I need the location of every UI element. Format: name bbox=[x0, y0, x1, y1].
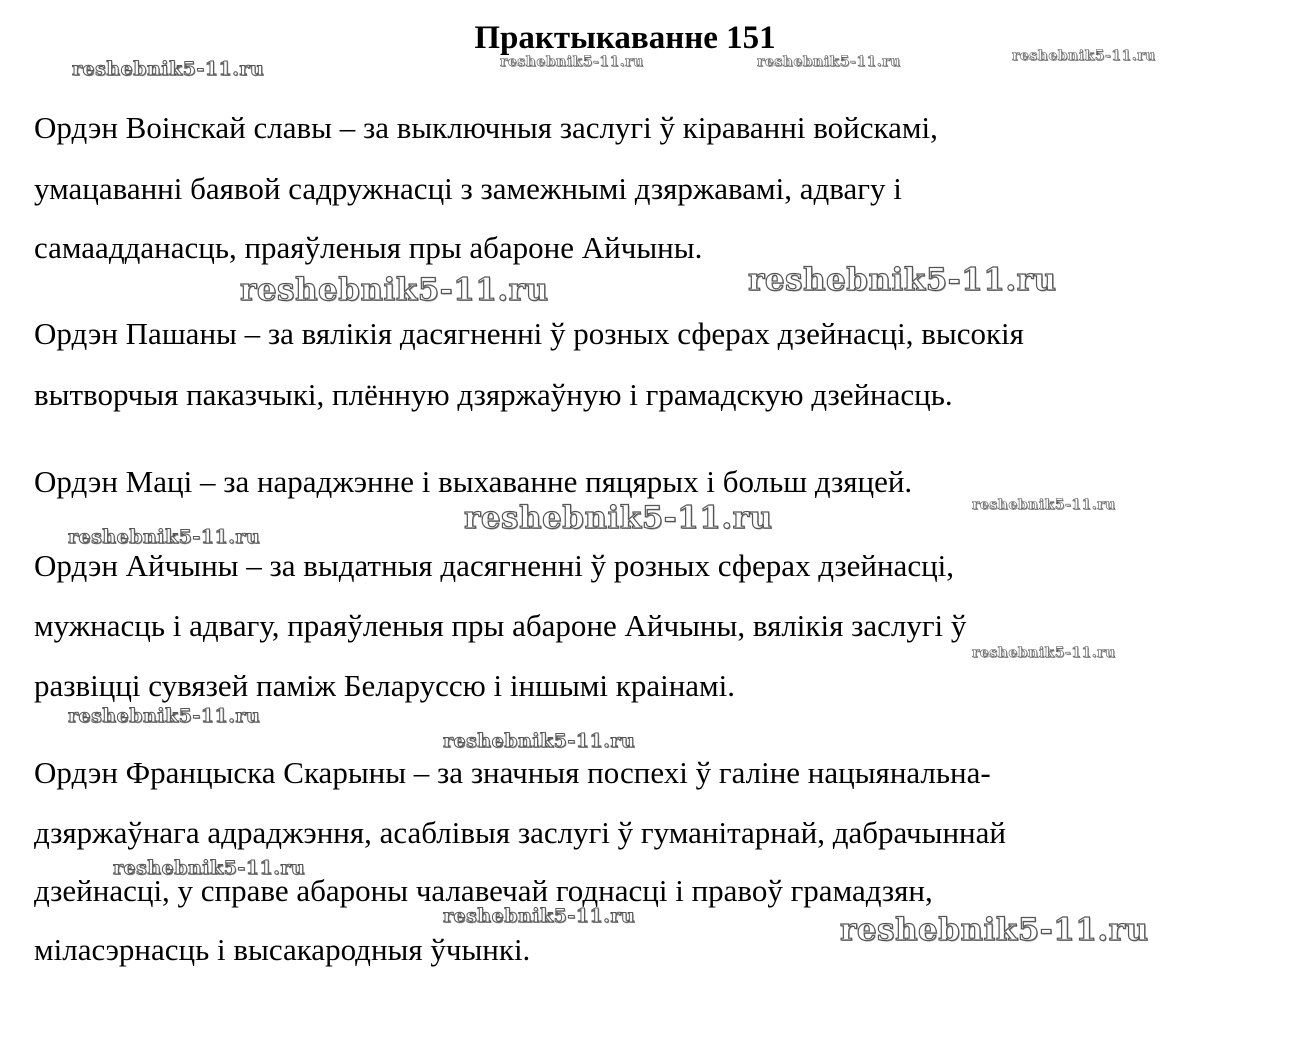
watermark: reshebnik5-11.ru bbox=[72, 58, 265, 80]
paragraph-1-line-3: самаадданасць, праяўленыя пры абароне Айчыны. bbox=[34, 230, 703, 265]
watermark: reshebnik5-11.ru bbox=[113, 857, 306, 879]
page-title: Практыкаванне 151 bbox=[474, 20, 776, 56]
paragraph-4-line-2: мужнасць і адвагу, праяўленыя пры абароне Айчыны, вялікія заслугі ў bbox=[34, 608, 967, 643]
watermark: reshebnik5-11.ru bbox=[972, 497, 1116, 513]
watermark: reshebnik5-11.ru bbox=[840, 912, 1149, 948]
watermark: reshebnik5-11.ru bbox=[68, 705, 261, 727]
paragraph-2-line-1: Ордэн Пашаны – за вялікія дасягненні ў розных сферах дзейнасці, высокія bbox=[34, 316, 1024, 351]
paragraph-1-line-1: Ордэн Воінскай славы – за выключныя заслугі ў кіраванні войскамі, bbox=[34, 110, 938, 145]
watermark: reshebnik5-11.ru bbox=[464, 500, 773, 536]
watermark: reshebnik5-11.ru bbox=[757, 54, 901, 70]
paragraph-5-line-3: дзейнасці, у справе абароны чалавечай годнасці і правоў грамадзян, bbox=[34, 873, 933, 908]
watermark: reshebnik5-11.ru bbox=[443, 905, 636, 927]
paragraph-4-line-3: развіцці сувязей паміж Беларуссю і іншымі краінамі. bbox=[34, 668, 736, 703]
paragraph-5-line-4: міласэрнасць і высакародныя ўчынкі. bbox=[34, 932, 531, 967]
paragraph-4-line-1: Ордэн Айчыны – за выдатныя дасягненні ў розных сферах дзейнасці, bbox=[34, 548, 955, 583]
watermark: reshebnik5-11.ru bbox=[443, 730, 636, 752]
paragraph-3-line-1: Ордэн Маці – за нараджэнне і выхаванне пяцярых і больш дзяцей. bbox=[34, 464, 913, 499]
watermark: reshebnik5-11.ru bbox=[748, 262, 1057, 298]
watermark: reshebnik5-11.ru bbox=[68, 526, 261, 548]
watermark: reshebnik5-11.ru bbox=[240, 272, 549, 308]
watermark: reshebnik5-11.ru bbox=[972, 645, 1116, 661]
watermark: reshebnik5-11.ru bbox=[1012, 48, 1156, 64]
paragraph-5-line-1: Ордэн Францыска Скарыны – за значныя поспехі ў галіне нацыянальна- bbox=[34, 755, 991, 790]
watermark: reshebnik5-11.ru bbox=[500, 54, 644, 70]
paragraph-1-line-2: умацаванні баявой садружнасці з замежнымі дзяржавамі, адвагу і bbox=[34, 171, 902, 206]
paragraph-2-line-2: вытворчыя паказчыкі, плённую дзяржаўную і грамадскую дзейнасць. bbox=[34, 377, 953, 412]
paragraph-5-line-2: дзяржаўнага адраджэння, асаблівыя заслугі ў гуманітарнай, дабрачыннай bbox=[34, 815, 1006, 850]
